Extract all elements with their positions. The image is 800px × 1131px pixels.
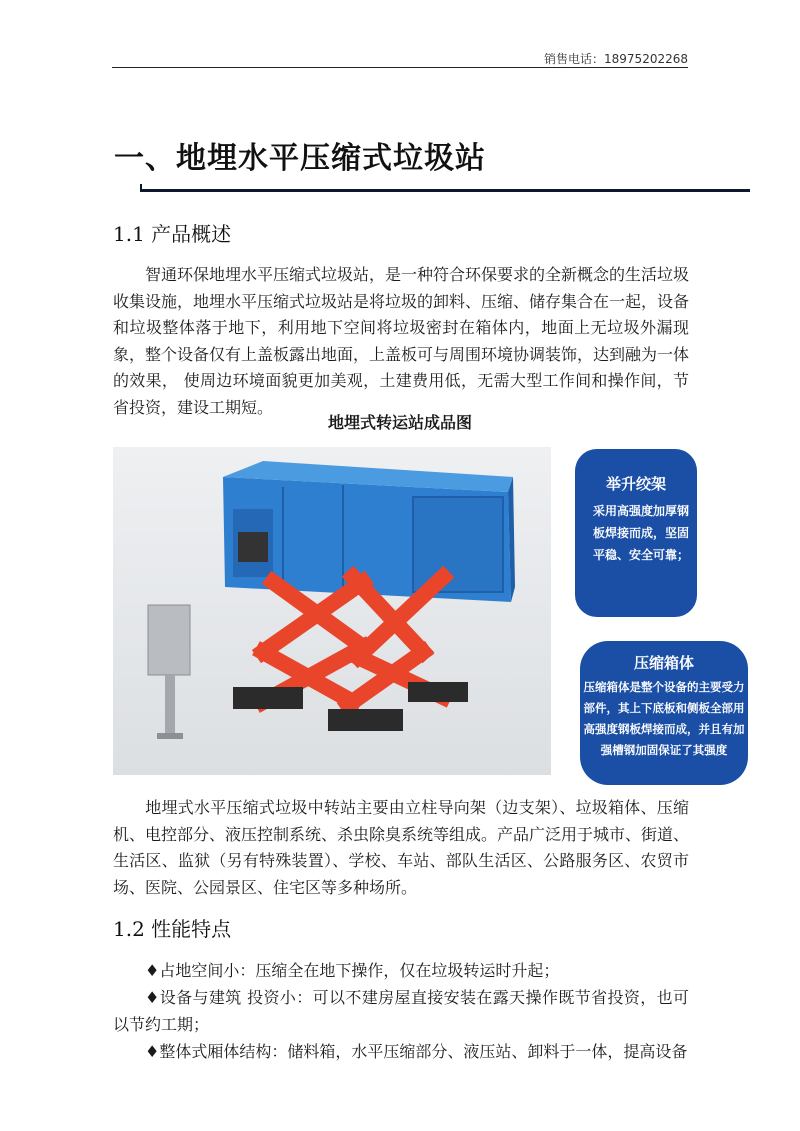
figure-caption: 地埋式转运站成品图: [327, 413, 472, 432]
page-title: 一、地埋水平压缩式垃圾站: [114, 141, 486, 176]
header-divider: [112, 67, 688, 68]
scissor-lift-station-illustration: [113, 447, 551, 775]
callout-compression-box-title: 压缩箱体: [633, 654, 694, 672]
components-text: 地埋式水平压缩式垃圾中转站主要由立柱导向架（边支架）、垃圾箱体、压缩机、电控部分、液压控制系统、杀虫除臭系统等组成。产品广泛用于城市、街道、生活区、监狱（另有特殊装置）、学校、车站、部队生活区、公路服务区、农贸市场、医院、公园景区、住宅区等多种场所。: [113, 798, 690, 897]
callout-compression-box: [580, 641, 748, 785]
callout-lift-frame-body: 采用高强度加厚钢板焊接而成，坚固平稳、安全可靠；: [593, 504, 690, 562]
feature-item: ♦设备与建筑 投资小：可以不建房屋直接安装在露天操作既节省投资，也可以节约工期；: [113, 988, 689, 1034]
product-photo: [113, 447, 551, 775]
components-paragraph: [113, 795, 689, 901]
section-heading-overview: 1.1 产品概述: [113, 222, 232, 246]
callout-lift-frame: [575, 449, 697, 617]
callout-compression-box-body: 压缩箱体是整个设备的主要受力部件，其上下底板和侧板全部用高强度钢板焊接而成，并且有加强槽钢加固保证了其强度: [583, 680, 745, 757]
feature-item: ♦占地空间小：压缩全在地下操作，仅在垃圾转运时升起；: [145, 961, 560, 980]
feature-item: ♦整体式厢体结构：储料箱，水平压缩部分、液压站、卸料于一体，提高设备: [145, 1042, 688, 1061]
callout-lift-frame-title: 举升绞架: [605, 475, 666, 493]
overview-text: 智通环保地埋水平压缩式垃圾站，是一种符合环保要求的全新概念的生活垃圾收集设施，地埋水平压缩式垃圾站是将垃圾的卸料、压缩、储存集合在一起，设备和垃圾整体落于地下，利用地下空间将垃圾密封在箱体内，地面上无垃圾外漏现象，整个设备仅有上盖板露出地面，上盖板可与周围环境协调装饰，达到融为一体的效果， 使周边环境面貌更加美观，土建费用低，无需大型工作间和操作间，节省投资，建设工期短。: [113, 265, 690, 417]
section-heading-features: 1.2 性能特点: [113, 917, 232, 941]
overview-paragraph: [113, 262, 689, 421]
sales-phone: 销售电话：18975202268: [544, 52, 688, 66]
title-underline: [140, 189, 750, 192]
features-list: [113, 957, 689, 1065]
